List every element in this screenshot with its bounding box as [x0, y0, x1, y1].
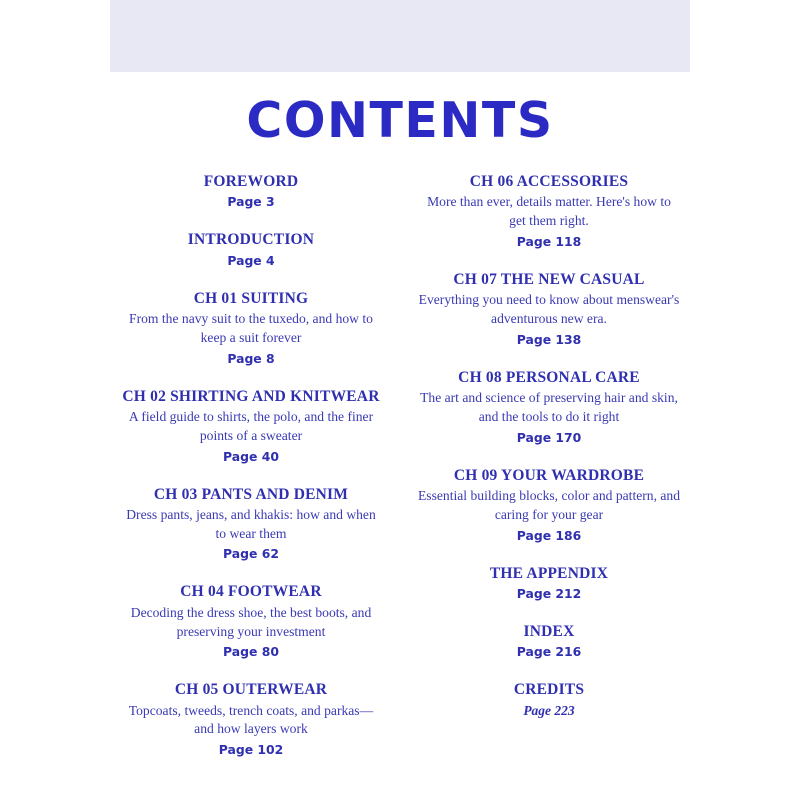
- toc-entry[interactable]: [418, 564, 680, 601]
- toc-entry[interactable]: [418, 622, 680, 659]
- toc-entry-title: CH 01 SUITING: [193, 289, 309, 307]
- toc-entry[interactable]: [418, 466, 680, 543]
- toc-entry[interactable]: [418, 172, 680, 249]
- toc-entry-page: Page 62: [223, 546, 279, 562]
- toc-entry-description: From the navy suit to the tuxedo, and how to keep a suit forever: [129, 311, 373, 345]
- toc-entry[interactable]: [120, 485, 382, 562]
- toc-entry[interactable]: [120, 582, 382, 659]
- toc-entry[interactable]: [418, 270, 680, 347]
- toc-entry[interactable]: [120, 172, 382, 209]
- toc-entry[interactable]: [418, 368, 680, 445]
- toc-entry-title: CH 07 THE NEW CASUAL: [453, 270, 645, 288]
- toc-entry-title: CREDITS: [513, 681, 585, 699]
- toc-entry-title: CH 09 YOUR WARDROBE: [453, 466, 645, 484]
- toc-entry-page: Page 212: [516, 585, 582, 601]
- toc-entry[interactable]: [418, 680, 680, 718]
- toc-entry-page: Page 118: [516, 233, 582, 249]
- contents-column-right: [418, 172, 680, 778]
- toc-entry-page: Page 8: [227, 350, 275, 366]
- toc-entry-title: THE APPENDIX: [489, 564, 609, 582]
- toc-entry-page: Page 3: [227, 194, 275, 210]
- toc-entry-description: Dress pants, jeans, and khakis: how and when to wear them: [126, 506, 376, 541]
- toc-entry-title: CH 04 FOOTWEAR: [180, 583, 322, 601]
- toc-entry-page: Page 170: [516, 429, 582, 445]
- toc-entry-description: Topcoats, tweeds, trench coats, and parkas—and how layers work: [128, 702, 374, 737]
- toc-entry-title: CH 08 PERSONAL CARE: [458, 368, 640, 386]
- toc-entry-description: Essential building blocks, color and pattern, and caring for your gear: [418, 488, 680, 522]
- page-title: CONTENTS: [246, 92, 554, 149]
- toc-entry-page: Page 40: [223, 448, 279, 464]
- toc-entry[interactable]: [120, 289, 382, 366]
- toc-entry-page: Page 138: [516, 331, 582, 347]
- toc-entry-page: Page 4: [227, 252, 275, 268]
- toc-entry-description: The art and science of preserving hair and skin, and the tools to do it right: [420, 390, 678, 424]
- toc-entry-description: A field guide to shirts, the polo, and the finer points of a sweater: [128, 409, 374, 443]
- toc-entry-title: FOREWORD: [203, 173, 299, 190]
- toc-entry-page: Page 80: [223, 644, 279, 660]
- toc-entry[interactable]: [120, 387, 382, 464]
- contents-columns: [120, 172, 680, 778]
- toc-entry-page: Page 216: [516, 644, 582, 660]
- toc-entry[interactable]: [120, 680, 382, 757]
- toc-entry[interactable]: [120, 230, 382, 267]
- toc-entry-title: CH 05 OUTERWEAR: [174, 681, 328, 699]
- header-band: [110, 0, 690, 72]
- toc-entry-page: Page 186: [516, 527, 582, 543]
- toc-entry-description: Everything you need to know about menswear's adventurous new era.: [418, 292, 680, 326]
- toc-entry-page: Page 102: [218, 742, 284, 758]
- toc-entry-description: Decoding the dress shoe, the best boots, and preserving your investment: [130, 604, 372, 639]
- toc-entry-title: CH 03 PANTS AND DENIM: [153, 485, 349, 503]
- toc-entry-title: INTRODUCTION: [187, 231, 315, 249]
- toc-entry-description: More than ever, details matter. Here's how to get them right.: [427, 194, 671, 229]
- toc-entry-title: CH 02 SHIRTING AND KNITWEAR: [122, 387, 380, 405]
- contents-column-left: [120, 172, 382, 778]
- toc-entry-title: CH 06 ACCESSORIES: [469, 173, 629, 190]
- toc-entry-title: INDEX: [523, 622, 575, 640]
- toc-entry-page: Page 223: [523, 702, 575, 718]
